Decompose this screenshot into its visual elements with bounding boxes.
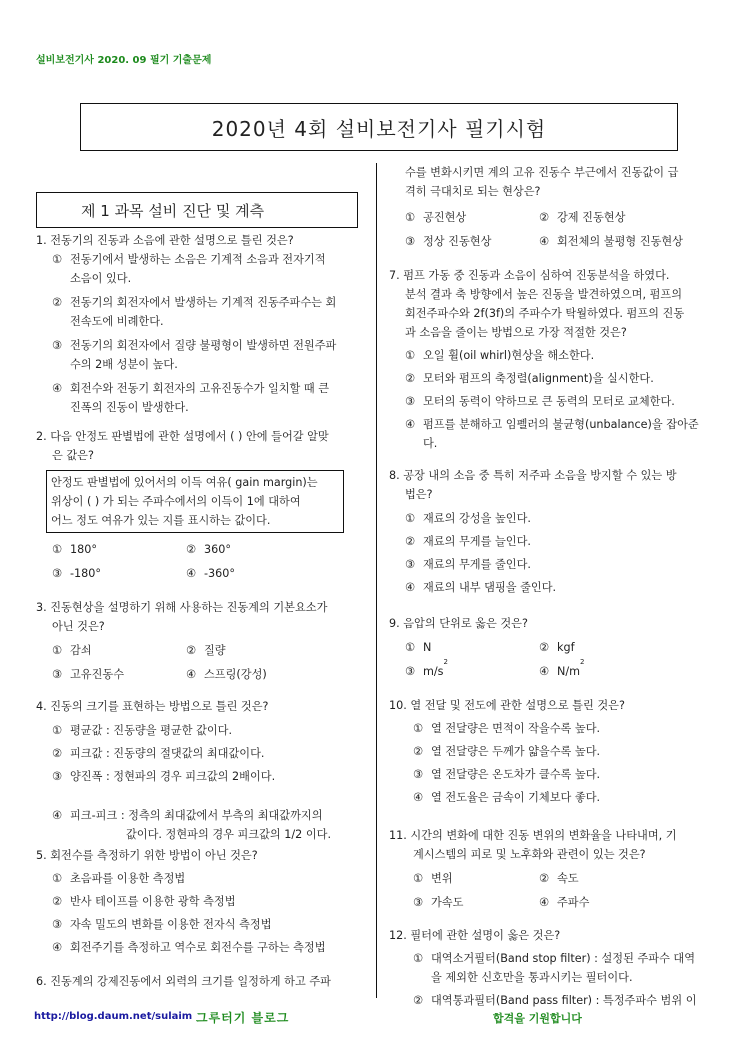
question-text: 5. 회전수를 측정하기 위한 방법이 아닌 것은? [36, 849, 258, 862]
exam-title: 2020년 4회 설비보전기사 필기시험 [80, 103, 678, 151]
option-1[interactable]: ① N [405, 641, 432, 654]
option-3[interactable]: ③ 재료의 무게를 줄인다. [405, 558, 531, 571]
subject-heading: 제 1 과목 설비 진단 및 계측 [36, 192, 358, 228]
question-1 [36, 231, 362, 417]
option-2[interactable]: ② 열 전달량은 두께가 얇을수록 높다. [413, 745, 601, 758]
question-text: 9. 음압의 단위로 옳은 것은? [389, 617, 528, 630]
question-text: 12. 필터에 관한 설명이 옳은 것은? [389, 929, 561, 942]
question-2 [36, 427, 362, 465]
option-1[interactable]: ① 180° [52, 543, 97, 556]
footer-wish: 합격을 기원합니다 [493, 1012, 582, 1025]
option-3[interactable]: ③ 가속도 [413, 896, 464, 909]
question-text: 6. 진동계의 강제진동에서 외력의 크기를 일정하게 하고 주파 [36, 975, 331, 988]
option-2[interactable]: ② 모터와 펌프의 축정렬(alignment)을 실시한다. [405, 372, 654, 385]
option-1[interactable]: ① 대역소거필터(Band stop filter) : 설정된 주파수 대역 을 제외한 신호만을 통과시키는 필터이다. [413, 952, 696, 984]
option-1[interactable]: ① 열 전달량은 면적이 작을수록 높다. [413, 722, 601, 735]
question-12 [389, 926, 719, 1010]
option-3[interactable]: ③ 양진폭 : 정현파의 경우 피크값의 2배이다. [52, 770, 276, 783]
option-3[interactable]: ③ 모터의 동력이 약하므로 큰 동력의 모터로 교체한다. [405, 395, 675, 408]
question-6-continued [389, 163, 719, 251]
option-1[interactable]: ① 감쇠 [52, 644, 92, 657]
option-2[interactable]: ② 강제 진동현상 [539, 211, 626, 224]
option-2[interactable]: ② 피크값 : 진동량의 절댓값의 최대값이다. [52, 747, 265, 760]
footer-blog-name: 그루터기 블로그 [196, 1011, 290, 1025]
option-4[interactable]: ④ 재료의 내부 댐핑을 줄인다. [405, 581, 557, 594]
question-2-options [36, 540, 362, 583]
question-text: 10. 열 전달 및 전도에 관한 설명으로 틀린 것은? [389, 699, 625, 712]
option-4[interactable]: ④ -360° [186, 567, 235, 580]
question-11 [389, 826, 719, 912]
option-2[interactable]: ② 360° [186, 543, 231, 556]
option-3[interactable]: ③ 열 전달량은 온도차가 클수록 높다. [413, 768, 601, 781]
question-text: 11. 시간의 변화에 대한 진동 변위의 변화율을 나타내며, 기 계시스템의 피로 및 노후화와 관련이 있는 것은? [389, 829, 677, 861]
option-3[interactable]: ③ 전동기의 회전자에서 질량 불평형이 발생하면 전원주파 수의 2배 성분이 높다. [52, 339, 337, 371]
column-divider [376, 163, 377, 998]
question-text: 7. 펌프 가동 중 진동과 소음이 심하여 진동분석을 하였다. 분석 결과 축 방향에서 높은 진동을 발견하였으며, 펌프의 회전주파수와 2f(3f)의 주파수가 탁월하였다. 펌프의 진동 과 소음을 줄이는 방법으로 가장 적절한 것은? [389, 269, 685, 339]
option-3[interactable]: ③ m/s 2 [405, 658, 448, 678]
question-3 [36, 598, 362, 684]
question-5 [36, 846, 362, 957]
option-4[interactable]: ④ 스프링(강성) [186, 668, 267, 681]
question-8 [389, 466, 719, 597]
question-text: 2. 다음 안정도 판별법에 관한 설명에서 ( ) 안에 들어갈 알맞 은 값은? [36, 430, 329, 462]
option-1[interactable]: ① 평균값 : 진동량을 평균한 값이다. [52, 724, 233, 737]
option-2[interactable]: ② 질량 [186, 644, 226, 657]
option-4[interactable]: ④ 주파수 [539, 896, 590, 909]
page-header: 설비보전기사 2020. 09 필기 기출문제 [36, 55, 212, 66]
question-9 [389, 614, 719, 681]
option-4[interactable]: ④ 펌프를 분해하고 임펠러의 불균형(unbalance)을 잡아준 다. [405, 418, 699, 450]
option-1[interactable]: ① 변위 [413, 872, 453, 885]
option-2[interactable]: ② 대역통과필터(Band pass filter) : 특정주파수 범위 이 [413, 994, 697, 1007]
question-6 [36, 972, 362, 991]
option-4[interactable]: ④ 열 전도율은 금속이 기체보다 좋다. [413, 791, 601, 804]
question-text: 4. 진동의 크기를 표현하는 방법으로 틀린 것은? [36, 700, 269, 713]
question-text: 8. 공장 내의 소음 중 특히 저주파 소음을 방지할 수 있는 방 법은? [389, 469, 677, 501]
option-4[interactable]: ④ 회전주기를 측정하고 역수로 회전수를 구하는 측정법 [52, 941, 326, 954]
question-7 [389, 266, 719, 453]
option-4[interactable]: ④ N/m 2 [539, 658, 585, 678]
question-4 [36, 697, 362, 844]
option-3[interactable]: ③ 고유진동수 [52, 668, 125, 681]
option-2[interactable]: ② 재료의 무게를 늘인다. [405, 535, 531, 548]
option-2[interactable]: ② kgf [539, 641, 575, 654]
option-4[interactable]: ④ 회전수와 전동기 회전자의 고유진동수가 일치할 때 큰 진폭의 진동이 발생한다. [52, 382, 330, 414]
option-3[interactable]: ③ 정상 진동현상 [405, 235, 492, 248]
option-1[interactable]: ① 전동기에서 발생하는 소음은 기계적 소음과 전자기적 소음이 있다. [52, 253, 326, 285]
option-1[interactable]: ① 재료의 강성을 높인다. [405, 512, 531, 525]
option-3[interactable]: ③ -180° [52, 567, 101, 580]
option-1[interactable]: ① 공진현상 [405, 211, 467, 224]
question-10 [389, 696, 719, 807]
option-2[interactable]: ② 속도 [539, 872, 579, 885]
option-2[interactable]: ② 반사 테이프를 이용한 광학 측정법 [52, 895, 236, 908]
option-4[interactable]: ④ 피크-피크 : 정측의 최대값에서 부측의 최대값까지의 값이다. 정현파의 경우 피크값의 1/2 이다. [52, 809, 332, 841]
option-3[interactable]: ③ 자속 밀도의 변화를 이용한 전자식 측정법 [52, 918, 272, 931]
option-1[interactable]: ① 초음파를 이용한 측정법 [52, 872, 186, 885]
question-text: 1. 전동기의 진동과 소음에 관한 설명으로 틀린 것은? [36, 234, 294, 247]
question-text: 3. 진동현상을 설명하기 위해 사용하는 진동계의 기본요소가 아닌 것은? [36, 601, 328, 633]
option-1[interactable]: ① 오일 휠(oil whirl)현상을 해소한다. [405, 349, 595, 362]
footer-url[interactable]: http://blog.daum.net/sulaim [34, 1011, 193, 1022]
question-2-box: 안정도 판별법에 있어서의 이득 여유( gain margin)는 위상이 ( ) 가 되는 주파수에서의 이득이 1에 대하여 어느 정도 여유가 있는 지를 표시하는 값이다. [46, 470, 344, 533]
question-text: 수를 변화시키면 계의 고유 진동수 부근에서 진동값이 급 격히 극대치로 되는 현상은? [405, 166, 679, 198]
option-4[interactable]: ④ 회전체의 불평형 진동현상 [539, 235, 683, 248]
option-2[interactable]: ② 전동기의 회전자에서 발생하는 기계적 진동주파수는 회 전속도에 비례한다. [52, 296, 337, 328]
